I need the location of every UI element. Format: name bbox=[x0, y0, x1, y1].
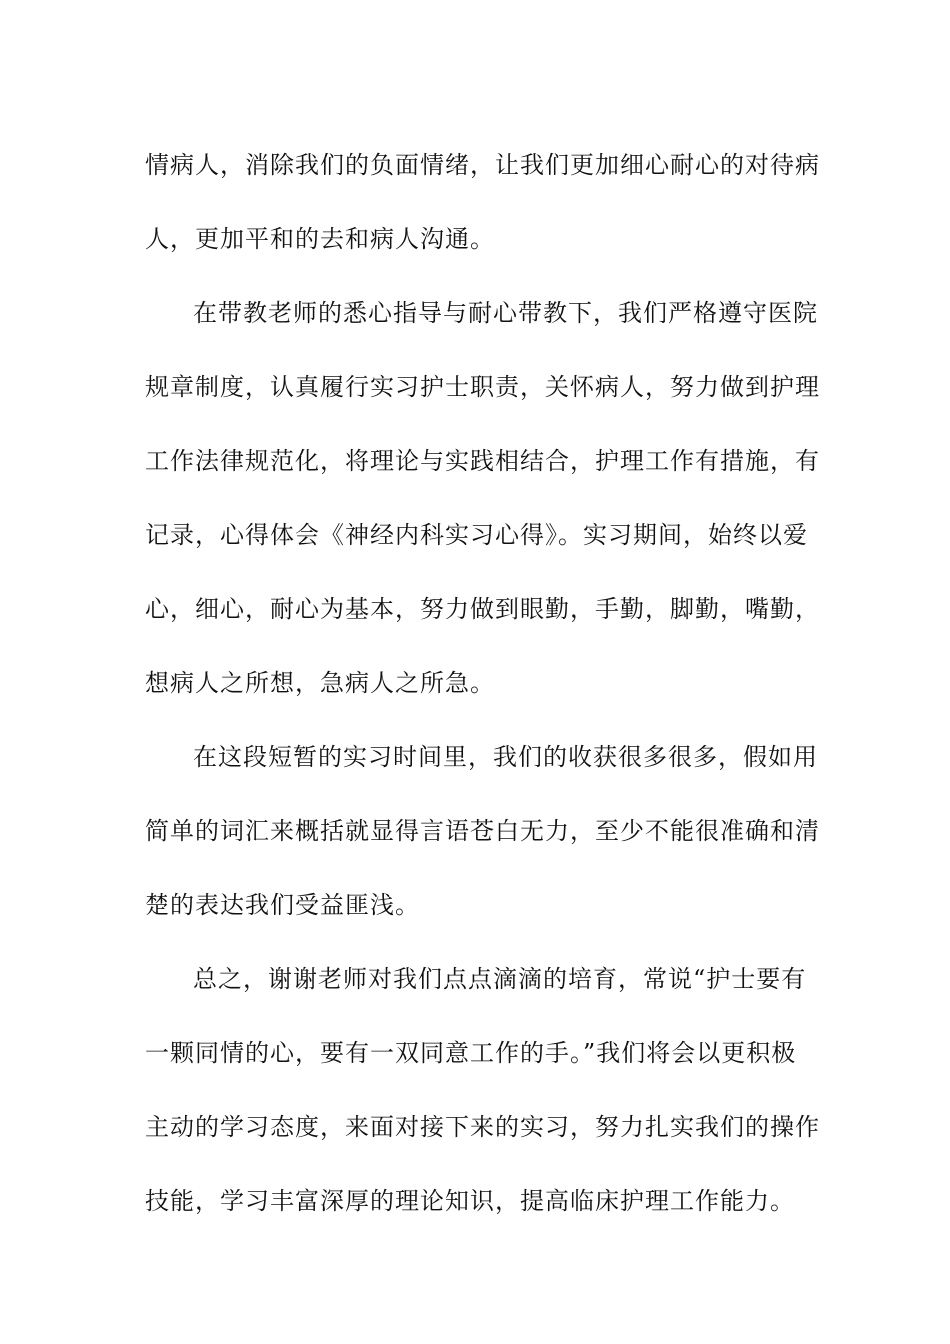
text-line: 楚的表达我们受益匪浅。 bbox=[145, 891, 420, 919]
paragraph-start-line: 总之，谢谢老师对我们点点滴滴的培育，常说“护士要有 bbox=[193, 965, 807, 993]
text-line: 规章制度，认真履行实习护士职责，关怀病人，努力做到护理 bbox=[145, 373, 820, 401]
paragraph-start-line: 在带教老师的悉心指导与耐心带教下，我们严格遵守医院 bbox=[193, 299, 818, 327]
text-line: 记录，心得体会《神经内科实习心得》。实习期间，始终以爱 bbox=[145, 521, 808, 549]
text-line: 简单的词汇来概括就显得言语苍白无力，至少不能很准确和清 bbox=[145, 817, 820, 845]
paragraph-start-line: 在这段短暂的实习时间里，我们的收获很多很多，假如用 bbox=[193, 743, 818, 771]
text-line: 情病人，消除我们的负面情绪，让我们更加细心耐心的对待病 bbox=[145, 151, 820, 179]
text-line: 工作法律规范化，将理论与实践相结合，护理工作有措施，有 bbox=[145, 447, 820, 475]
text-line: 主动的学习态度，来面对接下来的实习，努力扎实我们的操作 bbox=[145, 1113, 820, 1141]
body-text bbox=[145, 128, 820, 1238]
text-line: 一颗同情的心，要有一双同意工作的手。”我们将会以更积极 bbox=[145, 1039, 797, 1067]
text-line: 技能，学习丰富深厚的理论知识，提高临床护理工作能力。 bbox=[145, 1187, 795, 1215]
text-line: 人，更加平和的去和病人沟通。 bbox=[145, 225, 495, 253]
text-line: 想病人之所想，急病人之所急。 bbox=[145, 669, 495, 697]
text-line: 心，细心，耐心为基本，努力做到眼勤，手勤，脚勤，嘴勤， bbox=[145, 595, 820, 623]
